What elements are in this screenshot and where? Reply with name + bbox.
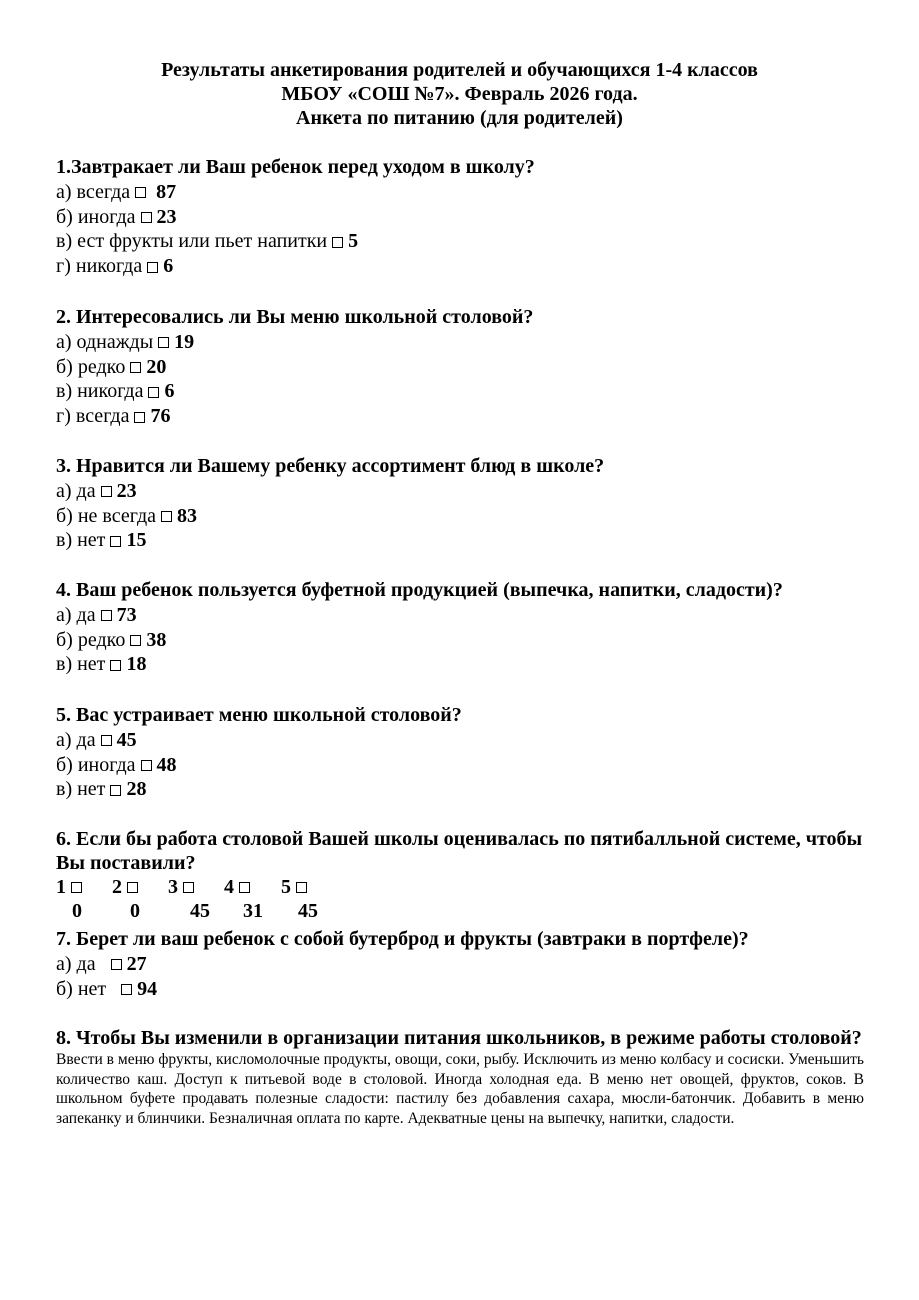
question-2	[56, 305, 876, 429]
option-count: 48	[156, 753, 177, 776]
option-label: б) иногда	[56, 205, 136, 228]
option-row	[56, 504, 876, 529]
option-label: а) однажды	[56, 331, 154, 353]
question-7-title: 7. Берет ли ваш ребенок с собой бутерброд и фрукты (завтраки в портфеле)?	[56, 928, 749, 950]
checkbox-icon	[183, 882, 194, 893]
question-3-title: 3. Нравится ли Вашему ребенку ассортимент блюд в школе?	[56, 455, 605, 477]
header-line-1: Результаты анкетирования родителей и обучающихся 1-4 классов	[161, 59, 758, 81]
question-8	[56, 1026, 864, 1128]
grade-label: 5	[281, 876, 291, 898]
checkbox-icon	[134, 412, 145, 423]
question-6-title: 6. Если бы работа столовой Вашей школы оценивалась по пятибалльной системе, чтобы Вы поставили?	[56, 828, 863, 874]
option-row	[56, 229, 876, 254]
option-label: б) не всегда	[56, 504, 156, 527]
checkbox-icon	[110, 785, 121, 796]
checkbox-icon	[148, 387, 159, 398]
checkbox-icon	[296, 882, 307, 893]
option-count: 15	[126, 529, 147, 552]
option-row	[56, 528, 876, 553]
option-count: 73	[116, 604, 137, 626]
option-row	[56, 753, 876, 778]
question-4	[56, 578, 876, 677]
checkbox-icon	[158, 337, 169, 348]
checkbox-icon	[130, 362, 141, 373]
grade-option	[168, 875, 199, 899]
option-row	[56, 728, 876, 753]
question-2-title: 2. Интересовались ли Вы меню школьной столовой?	[56, 306, 534, 328]
option-label: б) редко	[56, 628, 126, 651]
option-row	[56, 379, 876, 404]
question-8-title: 8. Чтобы Вы изменили в организации питания школьников, в режиме работы столовой?	[56, 1027, 862, 1049]
grade-count: 31	[243, 900, 263, 922]
option-label: в) нет	[56, 653, 106, 676]
grade-scale-row	[56, 875, 871, 899]
option-count: 19	[174, 331, 195, 353]
option-count: 20	[146, 355, 167, 378]
checkbox-icon	[101, 735, 112, 746]
checkbox-icon	[121, 984, 132, 995]
document-header	[0, 58, 919, 130]
header-line-3: Анкета по питанию (для родителей)	[296, 107, 623, 129]
checkbox-icon	[147, 262, 158, 273]
grade-label: 3	[168, 876, 178, 898]
grade-count: 45	[298, 900, 318, 922]
option-label: б) нет	[56, 977, 107, 1000]
question-3	[56, 454, 876, 553]
checkbox-icon	[127, 882, 138, 893]
checkbox-icon	[101, 486, 112, 497]
grade-label: 4	[224, 876, 234, 898]
option-row	[56, 628, 876, 653]
option-label: а) да	[56, 729, 96, 751]
question-7	[56, 927, 876, 1001]
checkbox-icon	[239, 882, 250, 893]
header-line-2: МБОУ «СОШ №7». Февраль 2026 года.	[281, 83, 638, 105]
option-row	[56, 205, 876, 230]
option-count: 18	[126, 653, 147, 676]
checkbox-icon	[111, 959, 122, 970]
option-count: 94	[137, 977, 158, 1000]
option-label: в) нет	[56, 778, 106, 801]
question-5	[56, 703, 876, 802]
option-count: 87	[156, 181, 177, 203]
checkbox-icon	[110, 660, 121, 671]
option-row	[56, 977, 876, 1002]
question-1	[56, 155, 876, 279]
option-count: 76	[150, 405, 171, 428]
checkbox-icon	[141, 760, 152, 771]
option-label: г) всегда	[56, 405, 130, 428]
option-row	[56, 777, 876, 802]
grade-count: 0	[130, 900, 140, 922]
checkbox-icon	[332, 237, 343, 248]
grade-option	[281, 875, 312, 899]
question-5-title: 5. Вас устраивает меню школьной столовой?	[56, 704, 462, 726]
option-label: в) никогда	[56, 380, 144, 403]
option-count: 6	[164, 380, 175, 403]
grade-label: 1	[56, 876, 66, 898]
option-label: в) нет	[56, 529, 106, 552]
checkbox-icon	[71, 882, 82, 893]
option-row	[56, 479, 876, 504]
grade-count: 0	[72, 900, 82, 922]
checkbox-icon	[161, 511, 172, 522]
free-text-answer: Ввести в меню фрукты, кисломолочные продукты, овощи, соки, рыбу. Исключить из меню колбасу и сосиски. Уменьшить количество каш. Доступ к питьевой воде в столовой. Иногда холодная еда. В меню нет овощей, фруктов, соков. В школьном буфете продавать полезные сладости: пастилу без добавления сахара, мюсли-батончик. Добавить в меню запеканку и блинчики. Безналичная оплата по карте. Адекватные цены на выпечку, напитки, сладости.	[56, 1051, 864, 1127]
option-row	[56, 330, 876, 355]
option-count: 38	[146, 628, 167, 651]
option-count: 23	[156, 205, 177, 228]
option-row	[56, 355, 876, 380]
option-row	[56, 180, 876, 205]
option-label: в) ест фрукты или пьет напитки	[56, 230, 328, 253]
question-1-title: 1.Завтракает ли Ваш ребенок перед уходом в школу?	[56, 156, 535, 178]
checkbox-icon	[135, 187, 146, 198]
grade-option	[56, 875, 87, 899]
option-row	[56, 652, 876, 677]
grade-count: 45	[190, 900, 210, 922]
option-count: 6	[163, 255, 174, 278]
option-count: 45	[116, 729, 137, 751]
option-count: 83	[177, 504, 197, 527]
option-row	[56, 254, 876, 279]
option-label: а) всегда	[56, 181, 131, 203]
option-row	[56, 404, 876, 429]
checkbox-icon	[130, 635, 141, 646]
option-row	[56, 952, 876, 977]
checkbox-icon	[141, 212, 152, 223]
option-count: 27	[126, 953, 147, 975]
grade-label: 2	[112, 876, 122, 898]
question-6	[56, 827, 871, 923]
option-count: 28	[126, 778, 147, 801]
option-label: а) да	[56, 953, 96, 975]
option-label: а) да	[56, 480, 96, 502]
option-count: 5	[348, 230, 359, 253]
checkbox-icon	[101, 610, 112, 621]
question-4-title: 4. Ваш ребенок пользуется буфетной продукцией (выпечка, напитки, сладости)?	[56, 579, 783, 601]
option-count: 23	[116, 480, 137, 502]
checkbox-icon	[110, 536, 121, 547]
grade-option	[224, 875, 255, 899]
grade-counts-row	[56, 899, 871, 923]
option-row	[56, 603, 876, 628]
option-label: а) да	[56, 604, 96, 626]
option-label: б) редко	[56, 355, 126, 378]
grade-option	[112, 875, 143, 899]
option-label: б) иногда	[56, 753, 136, 776]
option-label: г) никогда	[56, 255, 143, 278]
